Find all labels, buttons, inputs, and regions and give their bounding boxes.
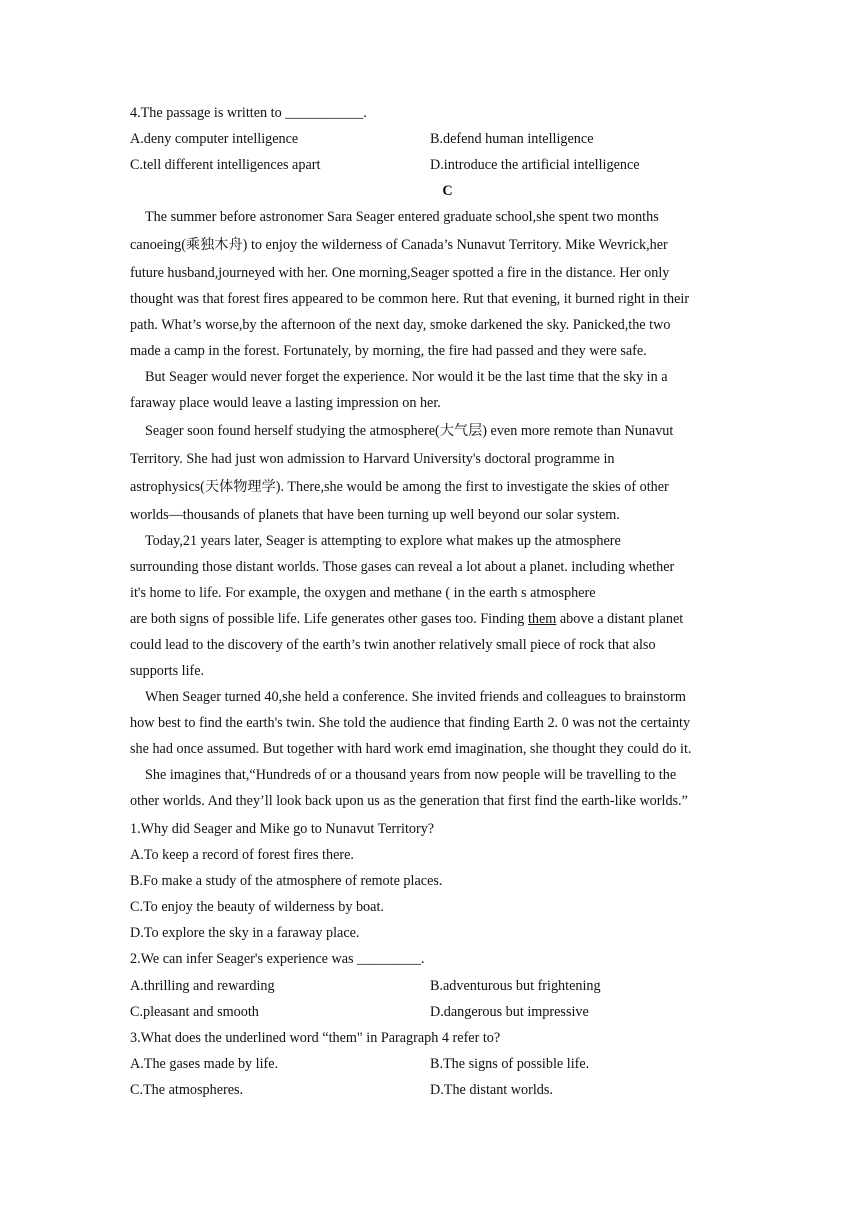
section-title: C xyxy=(442,183,453,199)
passage-line: it's home to life. For example, the oxygen and methane ( in the earth s atmosphere xyxy=(130,585,596,601)
question-1-stem: 1.Why did Seager and Mike go to Nunavut Territory? xyxy=(130,821,435,837)
passage-line: The summer before astronomer Sara Seager entered graduate school,she spent two months xyxy=(145,209,659,225)
question-2-option-b: B.adventurous but frightening xyxy=(430,978,601,994)
passage-line: she had once assumed. But together with hard work emd imagination, she thought they could do it. xyxy=(130,741,692,757)
question-2-option-a: A.thrilling and rewarding xyxy=(130,978,275,994)
passage-line: faraway place would leave a lasting impression on her. xyxy=(130,395,441,411)
passage-line: Territory. She had just won admission to Harvard University's doctoral programme in xyxy=(130,451,615,467)
question-4-option-a: A.deny computer intelligence xyxy=(130,131,299,147)
question-2-option-c: C.pleasant and smooth xyxy=(130,1004,259,1020)
passage-line: astrophysics(天体物理学). There,she would be among the first to investigate the skies of other xyxy=(130,479,669,495)
question-3-stem: 3.What does the underlined word “them" in Paragraph 4 refer to? xyxy=(130,1030,501,1046)
passage-line: Seager soon found herself studying the atmosphere(大气层) even more remote than Nunavut xyxy=(145,423,674,439)
passage-line: worlds—thousands of planets that have been turning up well beyond our solar system. xyxy=(130,507,620,523)
question-1-option-c: C.To enjoy the beauty of wilderness by boat. xyxy=(130,899,384,915)
question-1-option-a: A.To keep a record of forest fires there. xyxy=(130,847,354,863)
question-4-option-c: C.tell different intelligences apart xyxy=(130,157,321,173)
question-1-option-d: D.To explore the sky in a faraway place. xyxy=(130,925,360,941)
passage-line: path. What’s worse,by the afternoon of the next day, smoke darkened the sky. Panicked,the two xyxy=(130,317,671,333)
passage-line: When Seager turned 40,she held a conference. She invited friends and colleagues to brainstorm xyxy=(145,689,686,705)
passage-line: But Seager would never forget the experience. Nor would it be the last time that the sky in a xyxy=(145,369,668,385)
passage-line: thought was that forest fires appeared to be common here. Rut that evening, it burned right in their xyxy=(130,291,690,307)
passage-line: how best to find the earth's twin. She told the audience that finding Earth 2. 0 was not the certainty xyxy=(130,715,691,731)
question-3-option-d: D.The distant worlds. xyxy=(430,1082,553,1098)
passage-line: other worlds. And they’ll look back upon us as the generation that first find the earth-like worlds.” xyxy=(130,793,688,809)
underlined-word-them: them xyxy=(527,611,557,627)
question-4-option-b: B.defend human intelligence xyxy=(430,131,594,147)
question-2-option-d: D.dangerous but impressive xyxy=(430,1004,589,1020)
question-2-stem: 2.We can infer Seager's experience was _________. xyxy=(130,951,425,967)
passage-text: above a distant planet xyxy=(556,611,684,627)
question-3-option-c: C.The atmospheres. xyxy=(130,1082,244,1098)
passage-line: canoeing(乘独木舟) to enjoy the wilderness of Canada’s Nunavut Territory. Mike Wevrick,her xyxy=(130,237,668,253)
question-3-option-b: B.The signs of possible life. xyxy=(430,1056,590,1072)
passage-line: surrounding those distant worlds. Those gases can reveal a lot about a planet. including whether xyxy=(130,559,675,575)
passage-line-with-underline xyxy=(130,610,683,628)
passage-line: could lead to the discovery of the earth’s twin another relatively small piece of rock that also xyxy=(130,637,656,653)
passage-line: She imagines that,“Hundreds of or a thousand years from now people will be travelling to the xyxy=(145,767,677,783)
question-1-option-b: B.Fo make a study of the atmosphere of remote places. xyxy=(130,873,443,889)
question-3-option-a: A.The gases made by life. xyxy=(130,1056,279,1072)
passage-text: are both signs of possible life. Life generates other gases too. Finding xyxy=(130,611,528,627)
question-4-option-d: D.introduce the artificial intelligence xyxy=(430,157,640,173)
passage-line: supports life. xyxy=(130,663,205,679)
passage-line: Today,21 years later, Seager is attempting to explore what makes up the atmosphere xyxy=(145,533,621,549)
passage-line: future husband,journeyed with her. One morning,Seager spotted a fire in the distance. Her only xyxy=(130,265,670,281)
question-4-stem: 4.The passage is written to ___________. xyxy=(130,105,367,121)
passage-line: made a camp in the forest. Fortunately, by morning, the fire had passed and they were safe. xyxy=(130,343,647,359)
